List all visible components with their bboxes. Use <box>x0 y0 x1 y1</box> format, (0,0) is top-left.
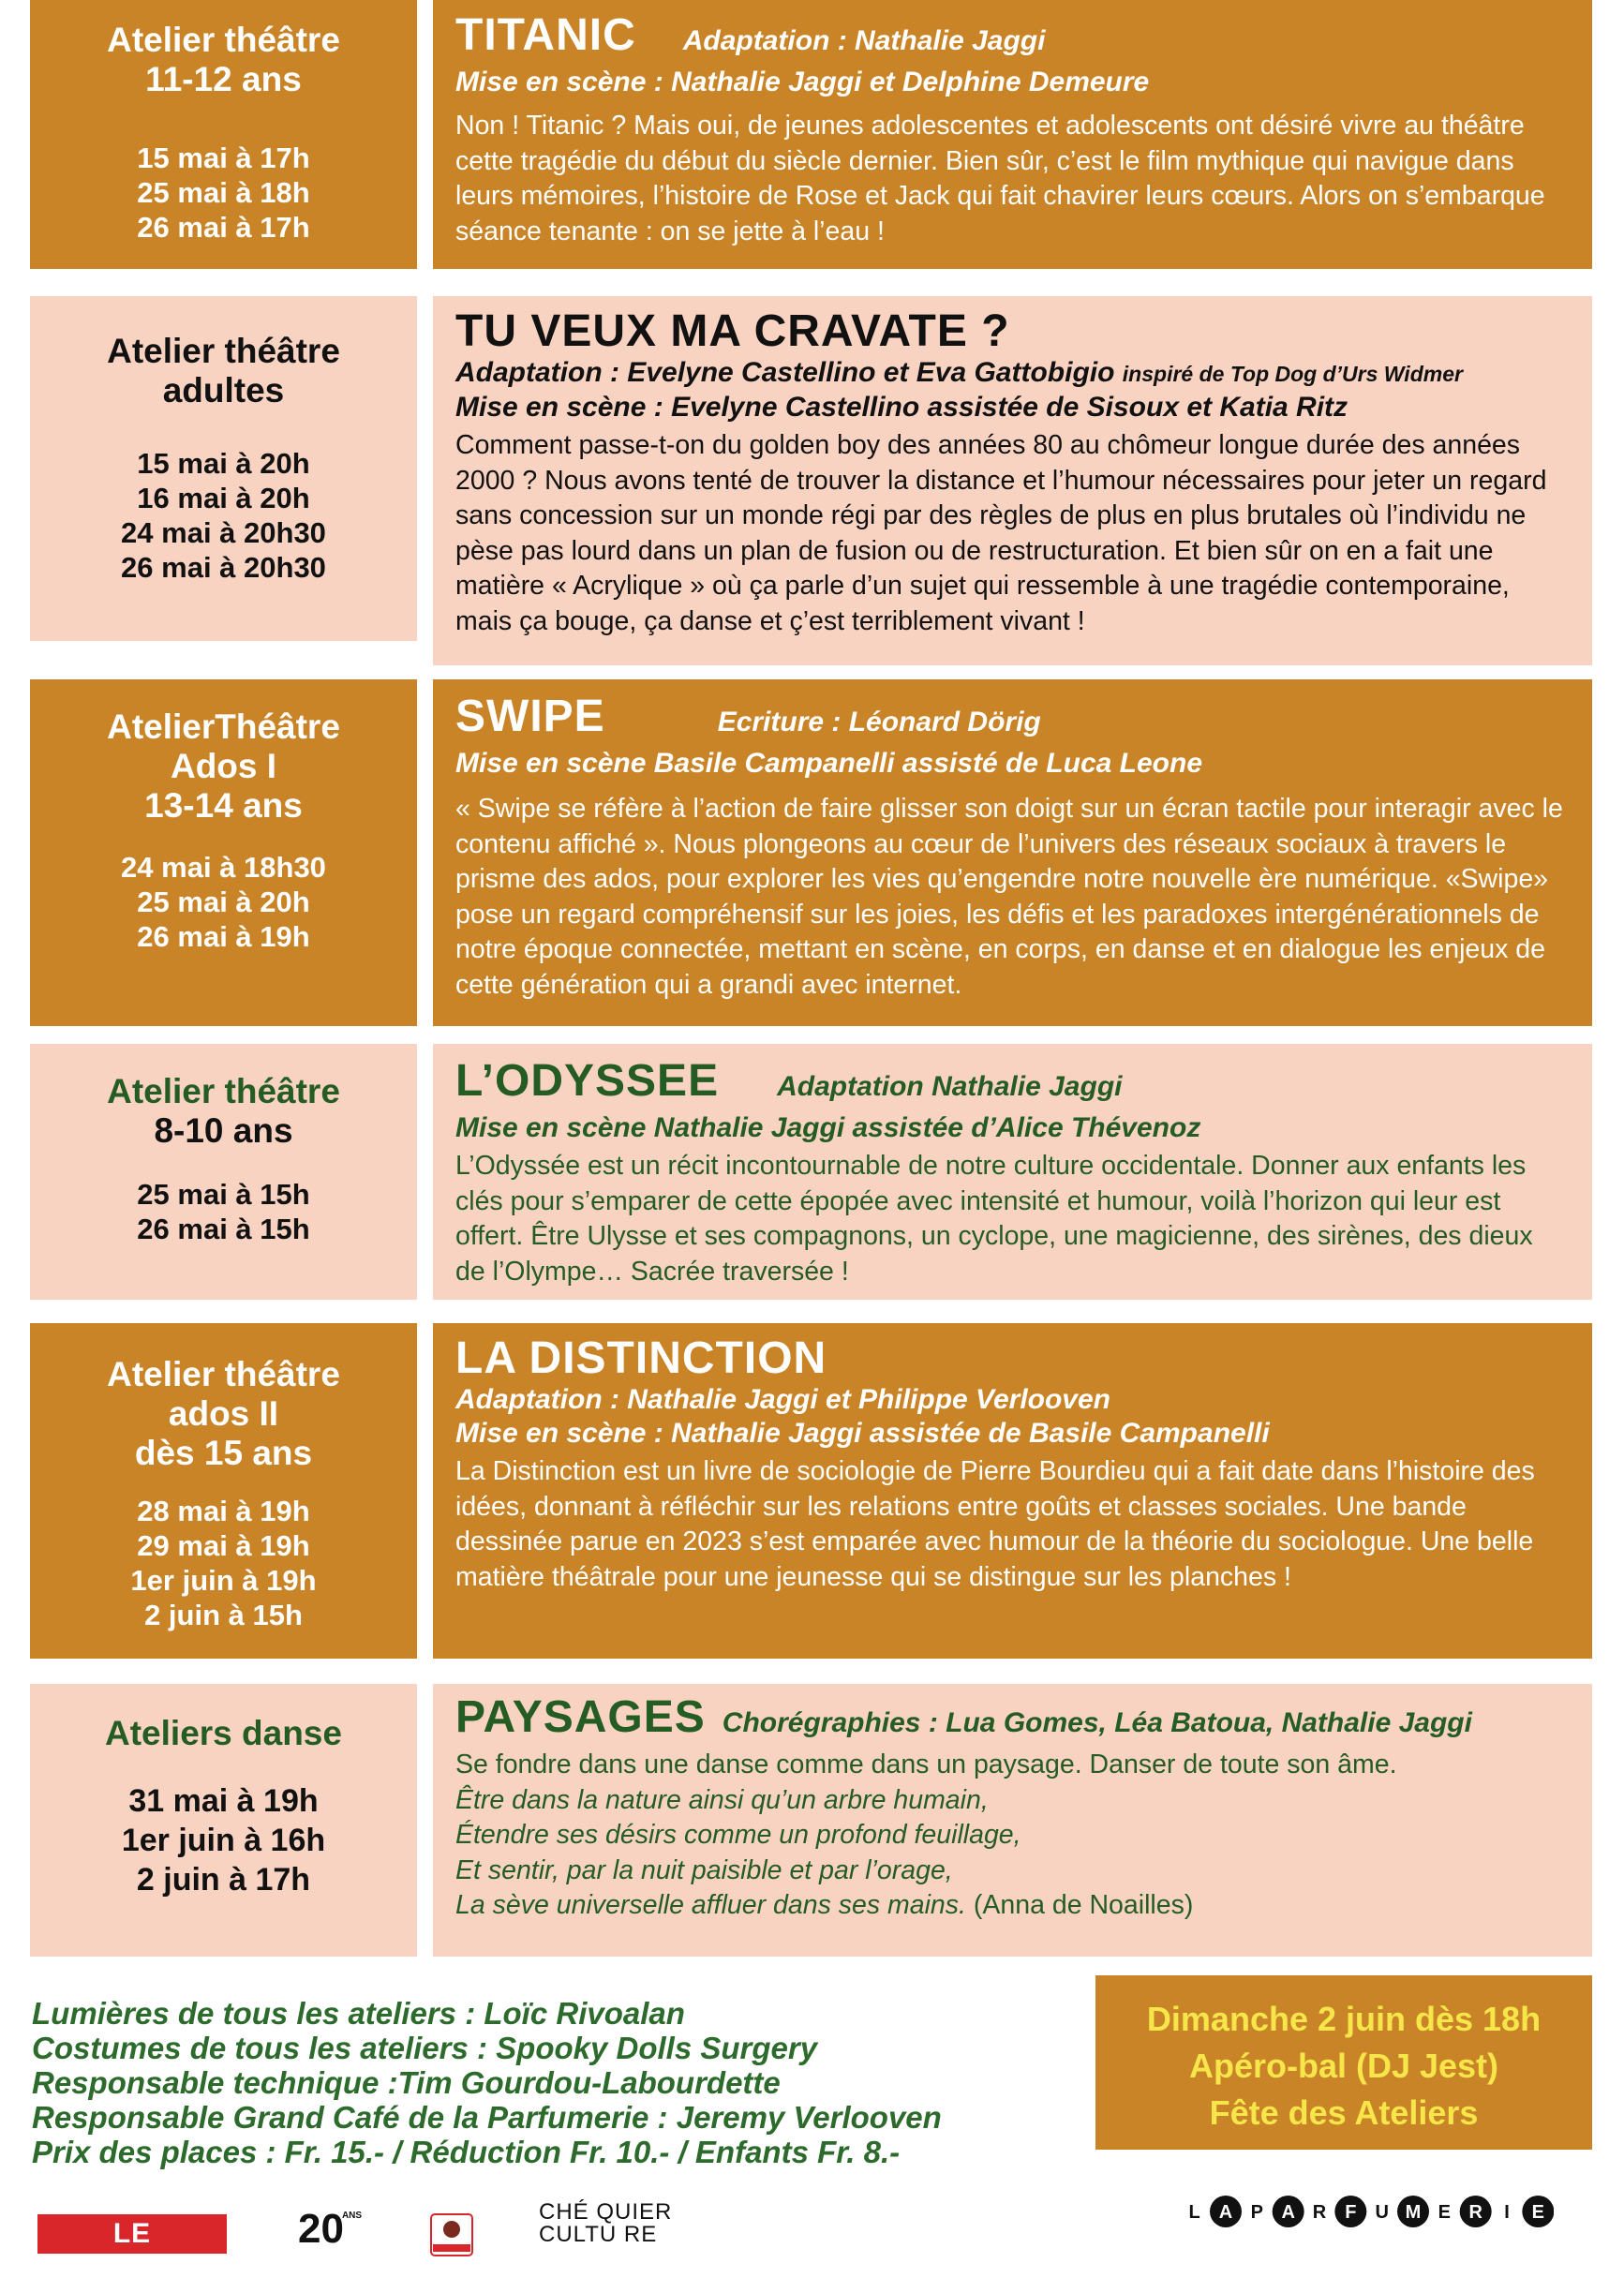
workshop-dates: 24 mai à 18h30 25 mai à 20h 26 mai à 19h <box>121 851 326 953</box>
workshop-label: AtelierThéâtre Ados I 13-14 ans <box>107 707 340 825</box>
poem-line: Et sentir, par la nuit paisible et par l’orage, <box>455 1854 953 1885</box>
logo-letter: E <box>1531 2202 1545 2223</box>
workshop-label: Atelier théâtre ados II dès 15 ans <box>107 1355 340 1472</box>
event-name: Apéro-bal (DJ Jest) <box>1188 2047 1499 2085</box>
show-box <box>433 1323 1592 1659</box>
event-date: Dimanche 2 juin dès 18h <box>1146 2000 1542 2038</box>
show-credit: Mise en scène : Evelyne Castellino assistée de Sisoux et Katia Ritz <box>455 392 1348 423</box>
show-box <box>433 1044 1592 1300</box>
workshop-dates: 15 mai à 17h 25 mai à 18h 26 mai à 17h <box>137 141 310 244</box>
logo-letter: A <box>1281 2202 1295 2223</box>
poem-line: Étendre ses désirs comme un profond feuillage, <box>455 1820 1021 1850</box>
show-description: Comment passe-t-on du golden boy des années 80 au chômeur longue durée des années 2000 ? Nous avons tenté de trouver la distance et l’humour nécessaires pour jeter un regard sans concession sur un monde régi par des règles de plus en plus brutales où l’individu ne pèse pas lourd dans un plan de fusion ou de restructuration. Et bien sûr on en a fait une matière « Acrylique » où ça parle d’un sujet qui ressemble à une tragédie contemporaine, mais ça bouge, ça danse et ç’est terriblement vivant ! <box>455 430 1547 636</box>
show-description: « Swipe se réfère à l’action de faire glisser son doigt sur un écran tactile pour interagir avec le contenu affiché ». Nous plongeons au cœur de l’univers des réseaux sociaux à travers le prisme des ados, pour explorer les vies qu’engendre notre nouvelle ère numérique. «Swipe» pose un regard compréhensif sur les joies, les défis et les paradoxes intergénérationnels de notre époque connectée, mettant en scène, en corps, en danse et en dialogue les enjeux de cette génération qui a grandi avec internet. <box>455 794 1563 1000</box>
show-box <box>433 1684 1592 1957</box>
workshop-schedule-box <box>30 0 417 269</box>
show-credit: Adaptation : Nathalie Jaggi et Philippe Verlooven <box>455 1384 1110 1415</box>
show-box <box>433 679 1592 1026</box>
show-credit: Mise en scène Nathalie Jaggi assistée d’Alice Thévenoz <box>455 1112 1201 1143</box>
la-semeuse-logo <box>427 2211 476 2259</box>
show-credit: Adaptation : Evelyne Castellino et Eva Gattobigio inspiré de Top Dog d’Urs Widmer <box>455 357 1463 388</box>
workshop-dates: 31 mai à 19h 1er juin à 16h 2 juin à 17h <box>121 1783 326 1898</box>
show-title-credit: Adaptation Nathalie Jaggi <box>777 1071 1123 1102</box>
workshop-schedule-box <box>30 1323 417 1659</box>
show-credit: Mise en scène : Nathalie Jaggi assistée de Basile Campanelli <box>455 1418 1270 1449</box>
show-title-credit: Chorégraphies : Lua Gomes, Léa Batoua, Nathalie Jaggi <box>722 1707 1472 1738</box>
show-title: L’ODYSSEE Adaptation Nathalie Jaggi <box>455 1056 1123 1106</box>
workshop-schedule-box <box>30 679 417 1026</box>
logo-letter: R <box>1468 2202 1482 2223</box>
poem-line: La sève universelle affluer dans ses mains. <box>455 1890 966 1920</box>
workshop-dates: 25 mai à 15h 26 mai à 15h <box>137 1178 310 1245</box>
logo-letter: I <box>1504 2202 1510 2223</box>
show-description: L’Odyssée est un récit incontournable de notre culture occidentale. Donner aux enfants les clés pour s’emparer de cette épopée avec intensité et humour, voilà l’horizon qui leur est offert. Être Ulysse et ses compagnons, un cyclope, une magicienne, des sirènes, des dieux de l’Olympe… Sacrée traversée ! <box>455 1151 1533 1287</box>
show-title: LA DISTINCTION <box>455 1333 827 1383</box>
show-description: La Distinction est un livre de sociologie de Pierre Bourdieu qui a fait date dans l’histoire des idées, donnant à réfléchir sur les relations entre goûts et classes sociales. Une bande dessinée parue en 2023 s’est emparée avec humour de la théorie du sociologue. Une belle matière théâtrale pour une jeunesse qui se distingue sur les planches ! <box>455 1456 1535 1592</box>
la-parfumerie-logo <box>1179 2190 1554 2233</box>
show-title: SWIPE Ecriture : Léonard Dörig <box>455 692 1041 741</box>
logo-letter: F <box>1345 2202 1357 2223</box>
show-title: TU VEUX MA CRAVATE ? <box>455 306 1010 356</box>
cheque-culture-logo: CHÉ QUIER CULTU RE <box>539 2199 673 2247</box>
workshop-schedule-box <box>30 296 417 641</box>
show-title-credit: Ecriture : Léonard Dörig <box>717 707 1041 737</box>
logo-letter: E <box>1438 2202 1452 2223</box>
workshop-label: Atelier théâtre 8-10 ans <box>107 1072 340 1150</box>
workshop-schedule-box <box>30 1684 417 1957</box>
event-title: Fête des Ateliers <box>1209 2093 1479 2132</box>
workshop-label: Atelier théâtre adultes <box>107 332 340 409</box>
show-title: PAYSAGES Chorégraphies : Lua Gomes, Léa Batoua, Nathalie Jaggi <box>455 1692 1472 1742</box>
logo-letter: M <box>1405 2202 1422 2223</box>
credit-line: Prix des places : Fr. 15.- / Réduction Fr. 10.- / Enfants Fr. 8.- <box>32 2135 901 2169</box>
workshop-label: Ateliers danse <box>105 1714 342 1752</box>
credit-line: Costumes de tous les ateliers : Spooky Dolls Surgery <box>32 2031 818 2065</box>
poem-line: Être dans la nature ainsi qu’un arbre humain, <box>455 1784 989 1815</box>
credit-line: Responsable technique :Tim Gourdou-Labourdette <box>32 2065 781 2100</box>
le-courrier-logo: LE COURRIER <box>37 2214 227 2254</box>
workshop-schedule-box <box>30 1044 417 1300</box>
show-credit: Mise en scène : Nathalie Jaggi et Delphine Demeure <box>455 67 1150 97</box>
credit-line: Lumières de tous les ateliers : Loïc Rivoalan <box>32 1996 685 2031</box>
logo-letter: P <box>1250 2202 1264 2223</box>
event-box <box>1095 1975 1592 2150</box>
footer-credits <box>32 1996 1081 2169</box>
logo-letter: A <box>1218 2202 1233 2223</box>
workshop-label: Atelier théâtre 11-12 ans <box>107 21 340 98</box>
logo-letter: U <box>1375 2202 1389 2223</box>
show-credit: Mise en scène Basile Campanelli assisté de Luca Leone <box>455 748 1203 779</box>
show-box <box>433 296 1592 665</box>
show-description: Non ! Titanic ? Mais oui, de jeunes adolescentes et adolescents ont désiré vivre au théâtre cette tragédie du début du siècle dernier. Bien sûr, c’est le film mythique qui navigue dans leurs mémoires, l’histoire de Rose et Jack qui fait chavirer leurs cœurs. Alors on s’embarque séance tenante : on se jette à l’eau ! <box>455 111 1545 246</box>
show-title-credit: Adaptation : Nathalie Jaggi <box>682 25 1046 56</box>
show-box <box>433 0 1592 269</box>
workshop-dates: 15 mai à 20h 16 mai à 20h 24 mai à 20h30 26 mai à 20h30 <box>121 447 326 584</box>
credit-line: Responsable Grand Café de la Parfumerie : Jeremy Verlooven <box>32 2100 942 2135</box>
logo-letter: R <box>1312 2202 1327 2223</box>
twenty-years-logo: $20^{ANS}$ <box>298 2206 363 2252</box>
poem-author: (Anna de Noailles) <box>973 1890 1194 1920</box>
show-title: TITANIC Adaptation : Nathalie Jaggi <box>455 10 1046 60</box>
show-credit-note: inspiré de Top Dog d’Urs Widmer <box>1122 362 1463 386</box>
logo-letter: L <box>1188 2202 1200 2223</box>
show-description: Se fondre dans une danse comme dans un paysage. Danser de toute son âme. Être dans la nature ainsi qu’un arbre humain, Étendre ses désirs comme un profond feuillage, Et sentir, par la nuit paisible et par l’orage, La sève universelle affluer dans ses mains. (Anna de Noailles) <box>455 1748 1570 1924</box>
workshop-dates: 28 mai à 19h 29 mai à 19h 1er juin à 19h 2 juin à 15h <box>130 1495 317 1631</box>
